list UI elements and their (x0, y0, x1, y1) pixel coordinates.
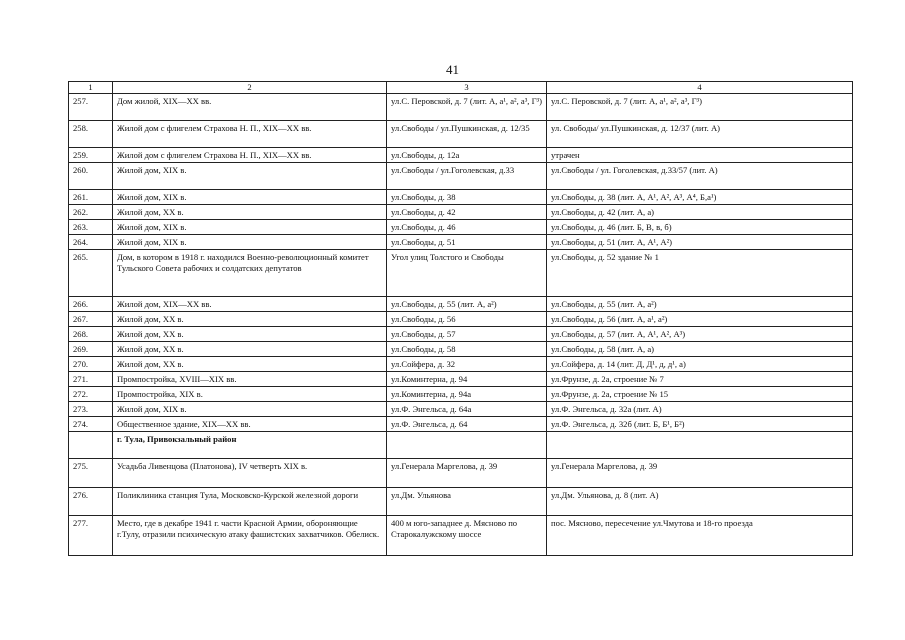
current-address-cell: ул.Свободы, д. 55 (лит. А, а²) (547, 297, 853, 312)
column-header: 1 (69, 82, 113, 94)
row-number-cell: 274. (69, 417, 113, 432)
object-name-cell: Промпостройка, XVIII—XIX вв. (113, 372, 387, 387)
address-cell: ул.С. Перовской, д. 7 (лит. А, а¹, а², а³, Г³) (387, 94, 547, 121)
address-cell: ул.Генерала Маргелова, д. 39 (387, 459, 547, 488)
current-address-cell: ул.Свободы, д. 56 (лит. А, а¹, а²) (547, 312, 853, 327)
object-name-cell: Жилой дом, XIX в. (113, 402, 387, 417)
current-address-cell: утрачен (547, 148, 853, 163)
current-address-cell: пос. Мясново, пересечение ул.Чмутова и 18-го проезда (547, 516, 853, 556)
current-address-cell: ул.Свободы, д. 42 (лит. А, а) (547, 205, 853, 220)
object-name-cell: Поликлиника станция Тула, Московско-Курской железной дороги (113, 488, 387, 516)
table-row (69, 402, 853, 417)
address-cell: 400 м юго-западнее д. Мясново по Старокалужскому шоссе (387, 516, 547, 556)
row-number-cell: 266. (69, 297, 113, 312)
address-cell: ул.Коминтерна, д. 94 (387, 372, 547, 387)
address-cell: ул.Свободы, д. 42 (387, 205, 547, 220)
row-number-cell: 265. (69, 250, 113, 297)
current-address-cell: ул.Ф. Энгельса, д. 32а (лит. А) (547, 402, 853, 417)
current-address-cell: ул. Свободы/ ул.Пушкинская, д. 12/37 (лит. А) (547, 121, 853, 148)
table-row (69, 488, 853, 516)
object-name-cell: Жилой дом, XX в. (113, 312, 387, 327)
section-row (69, 432, 853, 459)
table-row (69, 190, 853, 205)
object-name-cell: Жилой дом, XIX в. (113, 163, 387, 190)
current-address-cell: ул.Свободы, д. 46 (лит. Б, В, в, б) (547, 220, 853, 235)
address-cell: ул.Свободы, д. 57 (387, 327, 547, 342)
row-number-cell: 267. (69, 312, 113, 327)
object-name-cell: Жилой дом, XX в. (113, 342, 387, 357)
object-name-cell: Жилой дом, XIX в. (113, 220, 387, 235)
table-row (69, 148, 853, 163)
current-address-cell: ул.Дм. Ульянова, д. 8 (лит. А) (547, 488, 853, 516)
address-cell: ул.Свободы / ул.Пушкинская, д. 12/35 (387, 121, 547, 148)
row-number-cell: 268. (69, 327, 113, 342)
current-address-cell: ул.Свободы, д. 57 (лит. А, А¹, А², А³) (547, 327, 853, 342)
table-row (69, 205, 853, 220)
address-cell: ул.Коминтерна, д. 94а (387, 387, 547, 402)
address-cell: ул.Свободы, д. 55 (лит. А, а²) (387, 297, 547, 312)
address-cell: ул.Свободы, д. 51 (387, 235, 547, 250)
table-row (69, 387, 853, 402)
object-name-cell: Жилой дом, XX в. (113, 327, 387, 342)
object-name-cell: Жилой дом, XIX—XX вв. (113, 297, 387, 312)
object-name-cell: Общественное здание, XIX—XX вв. (113, 417, 387, 432)
table-row (69, 94, 853, 121)
row-number-cell: 259. (69, 148, 113, 163)
column-number-row (69, 82, 853, 94)
table-row (69, 121, 853, 148)
row-number-cell: 270. (69, 357, 113, 372)
object-name-cell: Жилой дом, XX в. (113, 357, 387, 372)
row-number-cell: 277. (69, 516, 113, 556)
heritage-registry-table (68, 81, 853, 556)
row-number-cell: 263. (69, 220, 113, 235)
object-name-cell: Дом, в котором в 1918 г. находился Военно-революционный комитет Тульского Совета рабочих и солдатских депутатов (113, 250, 387, 297)
table-row (69, 220, 853, 235)
address-cell: ул.Свободы, д. 12а (387, 148, 547, 163)
address-cell: ул.Дм. Ульянова (387, 488, 547, 516)
current-address-cell: ул.Свободы, д. 58 (лит. А, а) (547, 342, 853, 357)
address-cell: ул.Свободы, д. 58 (387, 342, 547, 357)
row-number-cell: 269. (69, 342, 113, 357)
object-name-cell: Жилой дом, XX в. (113, 205, 387, 220)
object-name-cell: Усадьба Ливенцова (Платонова), IV четверть XIX в. (113, 459, 387, 488)
table-row (69, 312, 853, 327)
row-number-cell: 261. (69, 190, 113, 205)
current-address-cell: ул.Генерала Маргелова, д. 39 (547, 459, 853, 488)
row-number-cell: 258. (69, 121, 113, 148)
address-cell: ул.Сойфера, д. 32 (387, 357, 547, 372)
current-address-cell: ул.С. Перовской, д. 7 (лит. А, а¹, а², а³, Г³) (547, 94, 853, 121)
object-name-cell: Жилой дом, XIX в. (113, 190, 387, 205)
row-number-cell: 273. (69, 402, 113, 417)
current-address-cell: ул.Свободы, д. 38 (лит. А, А¹, А², А³, А⁴, Б,а¹) (547, 190, 853, 205)
table-row (69, 235, 853, 250)
address-cell: ул.Ф. Энгельса, д. 64а (387, 402, 547, 417)
object-name-cell: Жилой дом, XIX в. (113, 235, 387, 250)
table-row (69, 327, 853, 342)
current-address-cell: ул.Сойфера, д. 14 (лит. Д, Д¹, д, д¹, а) (547, 357, 853, 372)
row-number-cell: 260. (69, 163, 113, 190)
row-number-cell: 276. (69, 488, 113, 516)
object-name-cell: Промпостройка, XIX в. (113, 387, 387, 402)
current-address-cell: ул.Свободы, д. 51 (лит. А, А¹, А²) (547, 235, 853, 250)
column-header: 4 (547, 82, 853, 94)
current-address-cell: ул.Свободы / ул. Гоголевская, д.33/57 (лит. А) (547, 163, 853, 190)
current-address-cell (547, 432, 853, 459)
column-header: 3 (387, 82, 547, 94)
address-cell: ул.Свободы / ул.Гоголевская, д.33 (387, 163, 547, 190)
page-number: 41 (446, 62, 459, 77)
row-number-cell: 264. (69, 235, 113, 250)
table-row (69, 417, 853, 432)
table-row (69, 250, 853, 297)
table-row (69, 163, 853, 190)
row-number-cell: 275. (69, 459, 113, 488)
current-address-cell: ул.Свободы, д. 52 здание № 1 (547, 250, 853, 297)
object-name-cell: Жилой дом с флигелем Страхова Н. П., XIX—XX вв. (113, 121, 387, 148)
current-address-cell: ул.Фрунзе, д. 2а, строение № 7 (547, 372, 853, 387)
table-row (69, 357, 853, 372)
row-number-cell: 272. (69, 387, 113, 402)
address-cell: ул.Свободы, д. 46 (387, 220, 547, 235)
row-number-cell: 271. (69, 372, 113, 387)
column-header: 2 (113, 82, 387, 94)
object-name-cell: Жилой дом с флигелем Страхова Н. П., XIX—XX вв. (113, 148, 387, 163)
object-name-cell: Место, где в декабре 1941 г. части Красной Армии, обороняющие г.Тулу, отразили психическую атаку фашистских захватчиков. Обелиск. (113, 516, 387, 556)
row-number-cell: 262. (69, 205, 113, 220)
table-row (69, 516, 853, 556)
current-address-cell: ул.Фрунзе, д. 2а, строение № 15 (547, 387, 853, 402)
table-row (69, 297, 853, 312)
address-cell: ул.Свободы, д. 38 (387, 190, 547, 205)
table-row (69, 372, 853, 387)
object-name-cell: Дом жилой, XIX—XX вв. (113, 94, 387, 121)
row-number-cell: 257. (69, 94, 113, 121)
table-row (69, 459, 853, 488)
address-cell (387, 432, 547, 459)
address-cell: Угол улиц Толстого и Свободы (387, 250, 547, 297)
section-title: г. Тула, Привокзальный район (113, 432, 387, 459)
table-row (69, 342, 853, 357)
row-number-cell (69, 432, 113, 459)
current-address-cell: ул.Ф. Энгельса, д. 32б (лит. Б, Б¹, Б²) (547, 417, 853, 432)
address-cell: ул.Ф. Энгельса, д. 64 (387, 417, 547, 432)
address-cell: ул.Свободы, д. 56 (387, 312, 547, 327)
